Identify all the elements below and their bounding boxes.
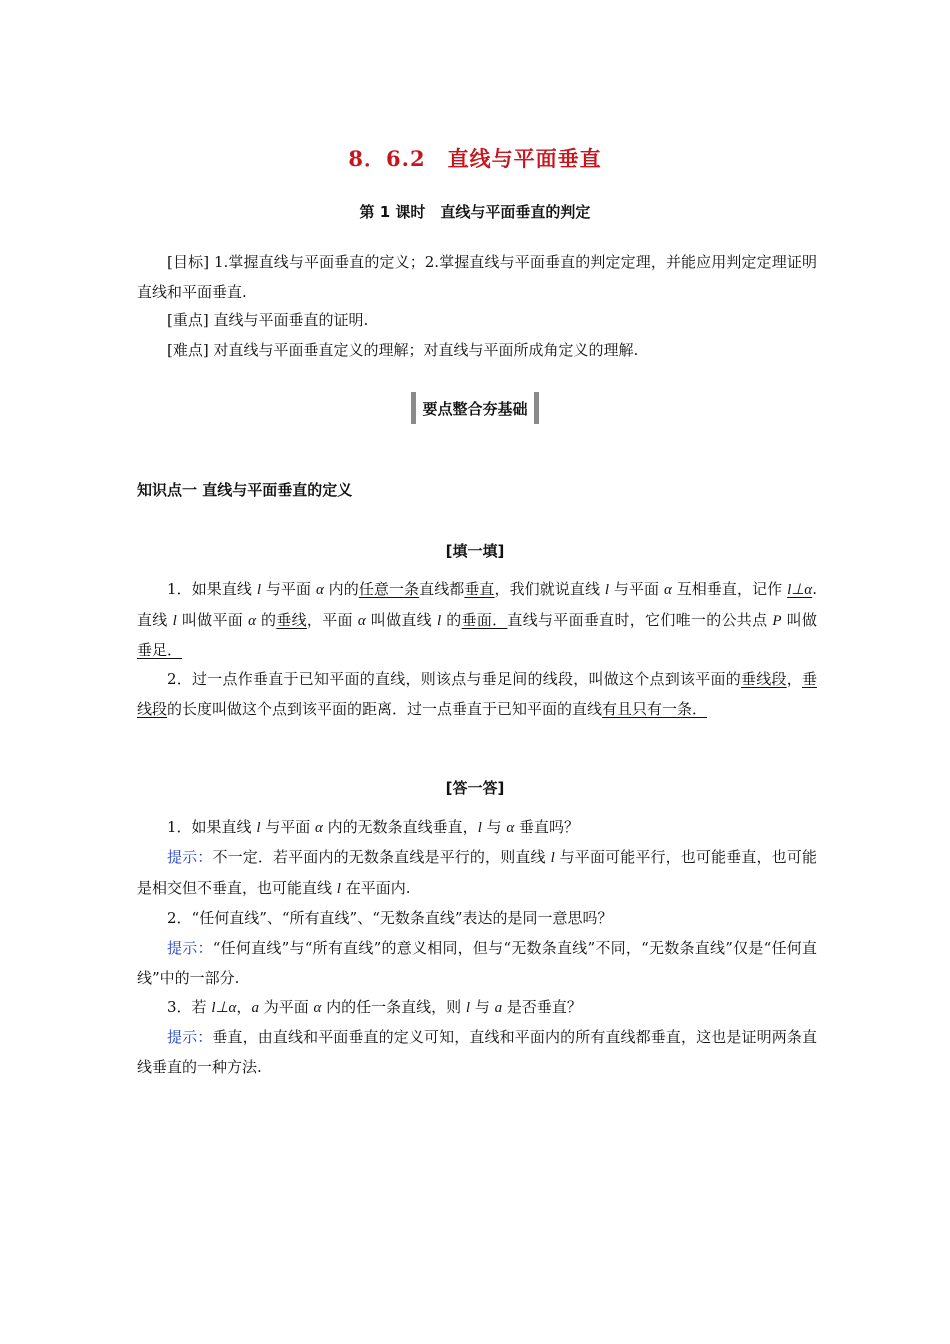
var-l: l [172, 612, 177, 629]
blank-answer: 垂线段 [137, 670, 817, 718]
text: 互相垂直，记作 [671, 580, 788, 598]
hint-tag: 提示： [167, 848, 213, 866]
var-l: l [336, 880, 341, 897]
answer-heading: [答一答] [445, 779, 505, 797]
section-banner [0, 392, 950, 428]
text: 1．如果直线 [167, 580, 257, 598]
question-1 [137, 813, 817, 844]
blank-answer: 垂直 [464, 580, 495, 598]
text: 垂直吗？ [514, 818, 580, 836]
var-l: l [477, 820, 482, 836]
page-title: 8．6.2 直线与平面垂直 [348, 146, 602, 171]
text: 叫做平面 [176, 610, 249, 629]
objectives-hard [137, 336, 817, 366]
text: ，平面 [306, 610, 358, 629]
key-text: 直线与平面垂直的证明. [208, 311, 369, 329]
hint-1 [137, 843, 817, 904]
fill-paragraph-1 [137, 575, 817, 666]
text: ，我们就说直线 [494, 580, 605, 598]
text: .直线 [137, 580, 817, 629]
var-l: l [465, 1000, 471, 1016]
var-a: a [251, 1000, 259, 1016]
var-alpha: α [663, 582, 672, 598]
text: 垂直，由直线和平面垂直的定义可知，直线和平面内的所有直线都垂直，这也是证明两条直线垂直的一种方法. [137, 1028, 817, 1076]
text: 与 [470, 998, 495, 1016]
text: 与平面 [260, 818, 316, 836]
key-tag: [重点] [167, 311, 209, 329]
hint-tag: 提示： [167, 939, 213, 957]
text: 的长度叫做这个点到该平面的距离．过一点垂直于已知平面的直线 [167, 699, 603, 718]
text: 直线与平面垂直时，它们唯一的公共点 [507, 610, 773, 629]
hint-tag: 提示： [167, 1028, 213, 1046]
text: ， [786, 670, 802, 688]
hard-text: 对直线与平面垂直定义的理解；对直线与平面所成角定义的理解. [208, 341, 639, 359]
text: 2．过一点作垂直于已知平面的直线，则该点与垂足间的线段，叫做这个点到该平面的 [167, 670, 741, 688]
banner-text: 要点整合夯基础 [422, 399, 528, 418]
var-alpha: α [313, 1000, 322, 1016]
hint-3 [137, 1023, 817, 1082]
goal-tag: [目标] [167, 253, 210, 271]
hard-tag: [难点] [167, 341, 209, 359]
var-l: l [256, 820, 261, 836]
fill-heading: [填一填] [445, 542, 505, 560]
text: 的 [441, 610, 462, 629]
blank-answer: 任意一条 [358, 580, 420, 598]
text: 内的 [323, 580, 359, 598]
text: 在平面内. [340, 878, 411, 897]
text: ， [236, 998, 252, 1016]
text: 2．“任何直线”、“所有直线”、“无数条直线”表达的是同一意思吗？ [167, 909, 613, 927]
text: 与平面可能平行，也可能垂直，也可能是相交但不垂直，也可能直线 [137, 848, 817, 897]
page-subtitle: 第 1 课时 直线与平面垂直的判定 [359, 203, 591, 221]
var-P: P [772, 612, 782, 629]
text: 叫做 [781, 610, 817, 629]
var-l: l [550, 850, 555, 866]
var-alpha: α [315, 820, 323, 836]
text: 内的无数条直线垂直， [322, 818, 478, 836]
objectives-goal [137, 248, 817, 307]
var-l: l [604, 582, 610, 598]
text: 内的任一条直线，则 [321, 998, 466, 1016]
question-2 [137, 904, 817, 934]
text: “任何直线”与“所有直线”的意义相同，但与“无数条直线”不同，“无数条直线”仅是“任何直线”中的一部分. [137, 939, 817, 987]
blank-answer: 垂足． [137, 641, 183, 659]
fill-paragraph-2 [137, 665, 817, 724]
text: 叫做直线 [365, 610, 438, 629]
text: 是否垂直？ [502, 998, 582, 1016]
text: 的 [255, 610, 277, 629]
goal-text: 1.掌握直线与平面垂直的定义；2.掌握直线与平面垂直的判定定理，并能应用判定定理证明直线和平面垂直. [137, 253, 817, 301]
text: 1．如果直线 [167, 818, 257, 836]
question-3 [137, 993, 817, 1024]
text: 与平面 [609, 580, 664, 598]
blank-answer: 垂线段 [740, 670, 787, 688]
var-l-perp-alpha: l⊥α [211, 1000, 237, 1016]
var-alpha: α [248, 612, 256, 629]
blank-answer: 垂线 [276, 610, 307, 629]
hint-2 [137, 934, 817, 993]
blank-answer: l⊥α [787, 582, 813, 598]
blank-answer: 垂面． [461, 610, 508, 629]
objectives-key [137, 306, 817, 336]
var-alpha: α [506, 820, 515, 836]
var-a: a [494, 1000, 503, 1016]
banner-right-bar [534, 392, 539, 424]
text: 为平面 [258, 998, 314, 1016]
var-alpha: α [315, 582, 324, 598]
text: 3．若 [167, 998, 212, 1016]
var-l: l [256, 582, 262, 598]
knowledge-point-heading: 知识点一 直线与平面垂直的定义 [137, 481, 353, 499]
text: 与平面 [261, 580, 316, 598]
text: 不一定．若平面内的无数条直线是平行的，则直线 [212, 848, 551, 866]
var-alpha: α [357, 612, 366, 629]
text: 直线都 [419, 580, 465, 598]
text: 与 [481, 818, 507, 836]
blank-answer: 有且只有一条． [602, 699, 708, 718]
var-l: l [437, 612, 442, 629]
